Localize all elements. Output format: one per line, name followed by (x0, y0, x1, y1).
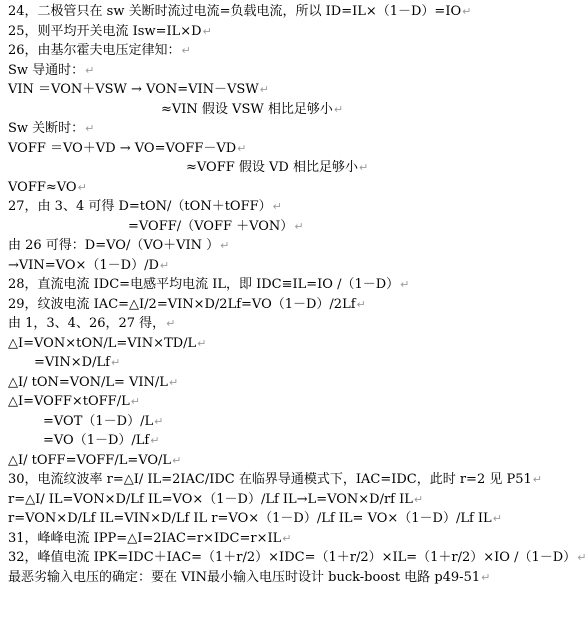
paragraph-mark-icon: ↵ (172, 453, 182, 467)
paragraph-mark-icon: ↵ (181, 44, 191, 57)
line-text: →VIN=VO×（1－D）/D (8, 257, 159, 273)
line-text: 由 26 可得：D=VO/（VO＋VIN ） (8, 238, 220, 253)
line-text: 26，由基尔霍夫电压定律知： (8, 43, 181, 58)
text-line (8, 451, 570, 471)
line-text: 29，纹波电流 IAC=△I/2=VIN×D/2Lf=VO（1－D）/2Lf (8, 296, 356, 312)
paragraph-mark-icon: ↵ (159, 258, 170, 272)
line-text: 27，由 3、4 可得 D=tON/（tON＋tOFF） (8, 199, 272, 214)
text-line (8, 295, 570, 315)
paragraph-mark-icon: ↵ (333, 102, 344, 116)
text-line (8, 548, 586, 568)
text-line (8, 529, 570, 549)
text-line (8, 431, 570, 451)
paragraph-mark-icon: ↵ (492, 512, 502, 525)
text-line (8, 490, 570, 510)
text-line (8, 353, 570, 373)
paragraph-mark-icon: ↵ (259, 83, 269, 96)
paragraph-mark-icon: ↵ (110, 356, 121, 369)
paragraph-mark-icon: ↵ (150, 434, 160, 447)
paragraph-mark-icon: ↵ (282, 531, 292, 545)
line-text: 32，峰值电流 IPK=IDC＋IAC=（1＋r/2）×IDC=（1＋r/2）×IL=（1＋r/2）×IO /（1－D） (8, 550, 577, 565)
paragraph-mark-icon: ↵ (130, 395, 140, 408)
line-text: =VO（1－D）/Lf (43, 433, 150, 448)
paragraph-mark-icon: ↵ (220, 239, 230, 252)
formula-lines (8, 2, 586, 587)
text-line (8, 236, 570, 256)
line-text: △I/ tOFF=VOFF/L=VO/L (8, 452, 172, 468)
paragraph-mark-icon: ↵ (168, 375, 179, 389)
text-line (8, 392, 570, 412)
line-text: r=VON×D/Lf IL=VIN×D/Lf IL r=VO×（1－D）/Lf IL= VO×（1－D）/Lf IL (8, 511, 492, 526)
text-line (8, 334, 570, 354)
line-text: VOFF≈VO (8, 179, 77, 195)
line-text: 28，直流电流 IDC=电感平均电流 IL，即 IDC≡IL=IO /（1－D） (8, 277, 400, 292)
text-line (8, 61, 570, 81)
text-line (8, 373, 570, 393)
paragraph-mark-icon: ↵ (77, 180, 87, 194)
text-line (8, 509, 570, 529)
document-body (8, 2, 586, 587)
text-line (8, 41, 570, 61)
paragraph-mark-icon: ↵ (356, 297, 366, 311)
paragraph-mark-icon: ↵ (358, 161, 369, 174)
paragraph-mark-icon: ↵ (166, 317, 176, 330)
line-text: Sw 关断时： (8, 121, 85, 136)
paragraph-mark-icon: ↵ (272, 200, 282, 213)
line-text: 由 1，3、4、26，27 得， (8, 316, 166, 331)
text-line (8, 470, 570, 490)
text-line (8, 275, 570, 295)
text-line (8, 22, 570, 42)
paragraph-mark-icon: ↵ (532, 473, 542, 486)
line-text: VIN ＝VON＋VSW → VON=VIN－VSW (8, 82, 259, 97)
text-line (8, 197, 570, 217)
line-text: =VOT（1－D）/L (43, 413, 154, 429)
paragraph-mark-icon: ↵ (462, 5, 472, 18)
line-text: △I=VON×tON/L=VIN×TD/L (8, 335, 197, 351)
line-text: =VIN×D/Lf (34, 355, 110, 370)
text-line (8, 314, 570, 334)
text-line (8, 178, 570, 198)
line-text: ≈VOFF 假设 VD 相比足够小 (186, 160, 358, 175)
line-text: △I/ tON=VON/L= VIN/L (8, 374, 168, 390)
line-text: VOFF ＝VO＋VD → VO=VOFF－VD (8, 140, 237, 156)
paragraph-mark-icon: ↵ (154, 414, 164, 428)
text-line (8, 2, 570, 22)
text-line (8, 568, 570, 588)
line-text: 25，则平均开关电流 Isw=IL×D (8, 23, 202, 39)
line-text: △I=VOFF×tOFF/L (8, 394, 130, 409)
paragraph-mark-icon: ↵ (237, 141, 247, 155)
line-text: 31，峰峰电流 IPP=△I=2IAC=r×IDC=r×IL (8, 530, 282, 546)
paragraph-mark-icon: ↵ (577, 551, 586, 564)
line-text: ≈VIN 假设 VSW 相比足够小 (161, 101, 333, 117)
text-line (8, 412, 570, 432)
line-text: 24，二极管只在 sw 关断时流过电流=负载电流，所以 ID=IL×（1－D）=IO (8, 4, 462, 19)
paragraph-mark-icon: ↵ (197, 336, 207, 350)
paragraph-mark-icon: ↵ (202, 24, 212, 38)
text-line (8, 139, 570, 159)
paragraph-mark-icon: ↵ (413, 492, 424, 506)
line-text: 最恶劣输入电压的确定：要在 VIN最小输入电压时设计 buck-boost 电路 p49-51 (8, 569, 481, 585)
line-text: r=△I/ IL=VON×D/Lf IL=VO×（1－D）/Lf IL→L=VON×D/rf IL (8, 491, 413, 507)
line-text: =VOFF/（VOFF ＋VON） (128, 218, 294, 234)
paragraph-mark-icon: ↵ (85, 63, 95, 77)
line-text: 30，电流纹波率 r=△I/ IL=2IAC/IDC 在临界导通模式下，IAC=IDC，此时 r=2 见 P51 (8, 472, 532, 487)
text-line (8, 80, 570, 100)
text-line (8, 256, 570, 276)
paragraph-mark-icon: ↵ (481, 570, 491, 584)
paragraph-mark-icon: ↵ (400, 278, 410, 291)
text-line (8, 217, 570, 237)
line-text: Sw 导通时： (8, 62, 85, 78)
text-line (8, 158, 570, 178)
text-line (8, 119, 570, 139)
text-line (8, 100, 570, 120)
paragraph-mark-icon: ↵ (85, 122, 95, 135)
paragraph-mark-icon: ↵ (294, 219, 304, 233)
